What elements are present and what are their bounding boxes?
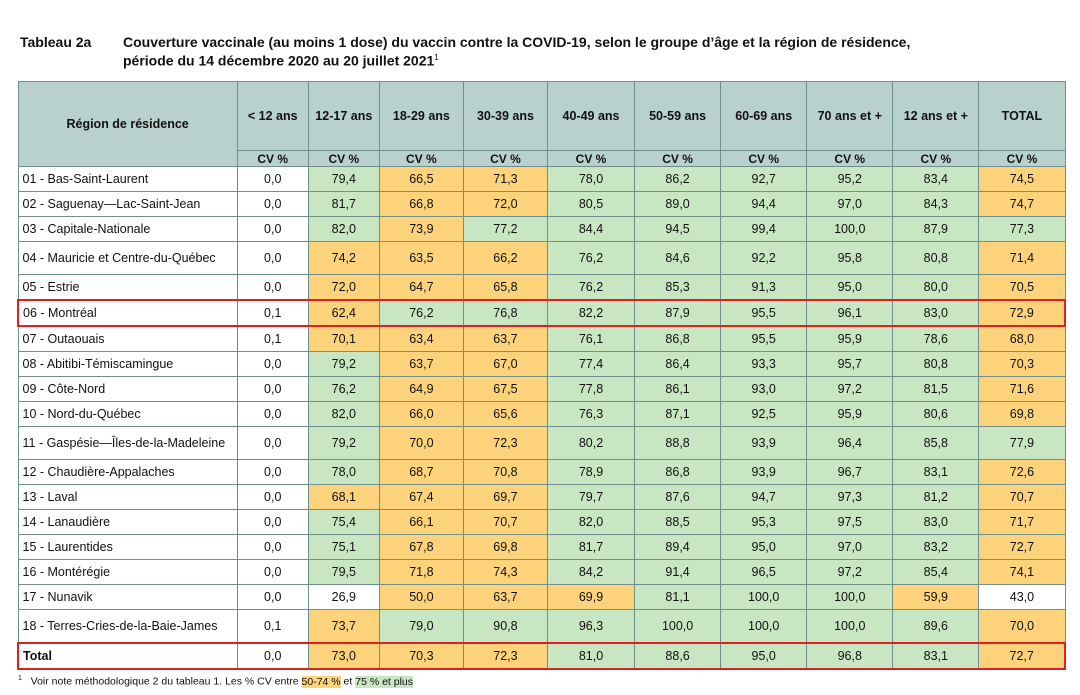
coverage-cell: 100,0 [635,610,721,644]
coverage-cell: 88,6 [635,643,721,669]
coverage-cell: 81,5 [893,377,979,402]
coverage-cell: 96,5 [721,560,807,585]
coverage-cell: 74,2 [308,242,379,275]
coverage-cell: 77,3 [979,217,1065,242]
coverage-cell: 71,3 [463,167,547,192]
coverage-cell: 76,1 [547,326,634,352]
coverage-cell: 0,1 [237,610,308,644]
coverage-cell: 66,0 [379,402,463,427]
coverage-cell: 69,8 [463,535,547,560]
coverage-cell: 83,2 [893,535,979,560]
col-header: 50-59 ans [635,82,721,151]
coverage-cell: 68,1 [308,485,379,510]
coverage-cell: 72,0 [463,192,547,217]
region-name: 15 - Laurentides [18,535,237,560]
coverage-cell: 63,7 [379,352,463,377]
coverage-cell: 96,3 [547,610,634,644]
coverage-cell: 70,3 [979,352,1065,377]
coverage-cell: 95,0 [721,643,807,669]
coverage-cell: 95,7 [807,352,893,377]
coverage-cell: 63,4 [379,326,463,352]
coverage-cell: 72,3 [463,643,547,669]
region-name: 18 - Terres-Cries-de-la-Baie-James [18,610,237,644]
coverage-cell: 67,0 [463,352,547,377]
region-name: 08 - Abitibi-Témiscamingue [18,352,237,377]
table-row [18,535,1065,560]
coverage-cell: 78,0 [547,167,634,192]
coverage-cell: 80,5 [547,192,634,217]
coverage-cell: 68,0 [979,326,1065,352]
coverage-cell: 91,3 [721,275,807,301]
coverage-cell: 92,5 [721,402,807,427]
coverage-cell: 70,0 [979,610,1065,644]
coverage-cell: 66,8 [379,192,463,217]
coverage-cell: 65,6 [463,402,547,427]
coverage-cell: 95,2 [807,167,893,192]
coverage-cell: 73,7 [308,610,379,644]
coverage-cell: 81,7 [308,192,379,217]
coverage-cell: 93,0 [721,377,807,402]
coverage-cell: 78,0 [308,460,379,485]
coverage-cell: 76,2 [547,275,634,301]
coverage-cell: 82,0 [308,217,379,242]
coverage-cell: 86,1 [635,377,721,402]
coverage-cell: 100,0 [807,610,893,644]
region-name: 06 - Montréal [18,300,237,326]
col-header: 18-29 ans [379,82,463,151]
coverage-cell: 66,1 [379,510,463,535]
coverage-cell: 85,3 [635,275,721,301]
coverage-cell: 0,0 [237,192,308,217]
coverage-cell: 83,1 [893,643,979,669]
coverage-cell: 0,0 [237,377,308,402]
coverage-cell: 100,0 [721,585,807,610]
coverage-cell: 96,7 [807,460,893,485]
coverage-cell: 81,7 [547,535,634,560]
coverage-cell: 77,4 [547,352,634,377]
coverage-cell: 79,2 [308,352,379,377]
coverage-cell: 68,7 [379,460,463,485]
unit-header: CV % [979,151,1065,167]
coverage-cell: 87,6 [635,485,721,510]
region-name: 04 - Mauricie et Centre-du-Québec [18,242,237,275]
coverage-cell: 94,4 [721,192,807,217]
coverage-cell: 80,8 [893,242,979,275]
coverage-cell: 89,6 [893,610,979,644]
coverage-cell: 87,9 [893,217,979,242]
coverage-cell: 95,0 [807,275,893,301]
coverage-cell: 82,0 [547,510,634,535]
coverage-cell: 74,5 [979,167,1065,192]
coverage-cell: 81,2 [893,485,979,510]
coverage-cell: 63,7 [463,326,547,352]
table-row [18,560,1065,585]
coverage-cell: 93,9 [721,427,807,460]
region-name: 03 - Capitale-Nationale [18,217,237,242]
coverage-cell: 86,2 [635,167,721,192]
coverage-cell: 79,5 [308,560,379,585]
coverage-cell: 95,9 [807,402,893,427]
table-row [18,460,1065,485]
coverage-table [17,81,1066,670]
coverage-cell: 70,7 [979,485,1065,510]
table-row [18,352,1065,377]
coverage-cell: 96,1 [807,300,893,326]
coverage-cell: 78,9 [547,460,634,485]
coverage-cell: 97,2 [807,377,893,402]
coverage-cell: 93,3 [721,352,807,377]
table-row [18,377,1065,402]
unit-header: CV % [721,151,807,167]
region-name: 01 - Bas-Saint-Laurent [18,167,237,192]
coverage-cell: 72,0 [308,275,379,301]
coverage-cell: 72,3 [463,427,547,460]
table-row [18,242,1065,275]
coverage-cell: 100,0 [807,585,893,610]
col-header: 60-69 ans [721,82,807,151]
coverage-cell: 71,6 [979,377,1065,402]
coverage-cell: 84,2 [547,560,634,585]
coverage-cell: 97,3 [807,485,893,510]
footnote-text: Voir note méthodologique 2 du tableau 1. Les % CV entre [30,675,302,688]
coverage-cell: 0,0 [237,560,308,585]
coverage-cell: 97,5 [807,510,893,535]
coverage-cell: 0,0 [237,167,308,192]
col-header: 40-49 ans [547,82,634,151]
coverage-cell: 69,8 [979,402,1065,427]
table-row [18,610,1065,644]
coverage-cell: 83,0 [893,510,979,535]
coverage-cell: 92,7 [721,167,807,192]
table-row [18,192,1065,217]
table-row [18,167,1065,192]
coverage-cell: 70,7 [463,510,547,535]
coverage-cell: 92,2 [721,242,807,275]
coverage-cell: 0,1 [237,326,308,352]
coverage-cell: 70,3 [379,643,463,669]
coverage-cell: 86,8 [635,326,721,352]
region-name: 02 - Saguenay—Lac-Saint-Jean [18,192,237,217]
coverage-cell: 84,4 [547,217,634,242]
coverage-cell: 72,7 [979,643,1065,669]
footnote-middle: et [340,675,356,688]
coverage-cell: 80,8 [893,352,979,377]
coverage-cell: 79,0 [379,610,463,644]
coverage-cell: 0,0 [237,217,308,242]
coverage-cell: 84,6 [635,242,721,275]
table-row [18,485,1065,510]
coverage-cell: 77,2 [463,217,547,242]
coverage-cell: 74,1 [979,560,1065,585]
coverage-cell: 0,0 [237,427,308,460]
table-row [18,326,1065,352]
coverage-cell: 86,8 [635,460,721,485]
coverage-cell: 81,0 [547,643,634,669]
coverage-cell: 71,4 [979,242,1065,275]
coverage-cell: 88,5 [635,510,721,535]
footnote-yellow-legend: 50-74 % [301,675,341,688]
coverage-cell: 90,8 [463,610,547,644]
coverage-cell: 0,1 [237,300,308,326]
coverage-cell: 94,7 [721,485,807,510]
coverage-cell: 95,5 [721,300,807,326]
coverage-cell: 96,8 [807,643,893,669]
coverage-cell: 67,8 [379,535,463,560]
coverage-cell: 72,9 [979,300,1065,326]
unit-header: CV % [635,151,721,167]
table-body [18,167,1065,670]
coverage-cell: 70,1 [308,326,379,352]
header-row [18,82,1065,151]
coverage-cell: 63,7 [463,585,547,610]
coverage-cell: 86,4 [635,352,721,377]
coverage-cell: 71,7 [979,510,1065,535]
table-title [123,34,1063,69]
region-name: 09 - Côte-Nord [18,377,237,402]
col-header: TOTAL [979,82,1065,151]
coverage-cell: 0,0 [237,535,308,560]
coverage-cell: 70,8 [463,460,547,485]
coverage-cell: 73,0 [308,643,379,669]
region-name: Total [18,643,237,669]
col-header: 12 ans et + [893,82,979,151]
coverage-cell: 79,2 [308,427,379,460]
table-row [18,300,1065,326]
coverage-cell: 0,0 [237,242,308,275]
coverage-cell: 0,0 [237,275,308,301]
coverage-cell: 77,9 [979,427,1065,460]
region-name: 12 - Chaudière-Appalaches [18,460,237,485]
region-name: 11 - Gaspésie—Îles-de-la-Madeleine [18,427,237,460]
coverage-cell: 0,0 [237,402,308,427]
region-name: 07 - Outaouais [18,326,237,352]
col-header: 30-39 ans [463,82,547,151]
coverage-cell: 83,4 [893,167,979,192]
coverage-cell: 66,5 [379,167,463,192]
footnote-marker: 1 [18,675,22,682]
coverage-cell: 78,6 [893,326,979,352]
coverage-cell: 76,2 [308,377,379,402]
coverage-cell: 82,0 [308,402,379,427]
footnote [18,675,413,688]
col-header: < 12 ans [237,82,308,151]
coverage-cell: 76,8 [463,300,547,326]
coverage-cell: 82,2 [547,300,634,326]
footnote-green-legend: 75 % et plus [355,675,414,688]
region-name: 16 - Montérégie [18,560,237,585]
coverage-cell: 99,4 [721,217,807,242]
col-header: 12-17 ans [308,82,379,151]
coverage-cell: 0,0 [237,510,308,535]
coverage-cell: 88,8 [635,427,721,460]
coverage-cell: 67,4 [379,485,463,510]
coverage-cell: 77,8 [547,377,634,402]
coverage-cell: 95,5 [721,326,807,352]
coverage-cell: 87,9 [635,300,721,326]
coverage-cell: 95,9 [807,326,893,352]
coverage-cell: 69,7 [463,485,547,510]
coverage-cell: 94,5 [635,217,721,242]
table-row [18,510,1065,535]
coverage-cell: 0,0 [237,352,308,377]
coverage-cell: 91,4 [635,560,721,585]
coverage-cell: 76,2 [379,300,463,326]
coverage-cell: 97,0 [807,535,893,560]
coverage-cell: 62,4 [308,300,379,326]
unit-header: CV % [379,151,463,167]
coverage-cell: 71,8 [379,560,463,585]
coverage-cell: 63,5 [379,242,463,275]
coverage-cell: 85,8 [893,427,979,460]
coverage-cell: 95,8 [807,242,893,275]
table-row [18,402,1065,427]
coverage-cell: 89,4 [635,535,721,560]
coverage-cell: 0,0 [237,585,308,610]
unit-header: CV % [237,151,308,167]
title-line-1: Couverture vaccinale (au moins 1 dose) du vaccin contre la COVID-19, selon le groupe d’âge et la région de résidence, [123,34,911,50]
coverage-cell: 74,3 [463,560,547,585]
table-label: Tableau 2a [20,34,92,50]
coverage-cell: 64,7 [379,275,463,301]
coverage-cell: 0,0 [237,485,308,510]
coverage-cell: 72,7 [979,535,1065,560]
coverage-cell: 79,7 [547,485,634,510]
unit-header: CV % [547,151,634,167]
coverage-cell: 75,4 [308,510,379,535]
col-header-region: Région de résidence [18,82,237,167]
coverage-cell: 80,6 [893,402,979,427]
coverage-cell: 70,0 [379,427,463,460]
region-name: 14 - Lanaudière [18,510,237,535]
unit-header: CV % [308,151,379,167]
coverage-cell: 84,3 [893,192,979,217]
coverage-cell: 69,9 [547,585,634,610]
coverage-cell: 89,0 [635,192,721,217]
coverage-cell: 79,4 [308,167,379,192]
coverage-cell: 0,0 [237,643,308,669]
coverage-cell: 80,2 [547,427,634,460]
region-name: 13 - Laval [18,485,237,510]
coverage-cell: 70,5 [979,275,1065,301]
coverage-cell: 97,0 [807,192,893,217]
coverage-cell: 83,0 [893,300,979,326]
table-row [18,275,1065,301]
coverage-cell: 74,7 [979,192,1065,217]
coverage-cell: 64,9 [379,377,463,402]
title-line-2-text: période du 14 décembre 2020 au 20 juillet 2021 [123,52,435,69]
coverage-cell: 96,4 [807,427,893,460]
coverage-cell: 0,0 [237,460,308,485]
title-line-2 [123,50,1063,69]
coverage-cell: 85,4 [893,560,979,585]
coverage-cell: 93,9 [721,460,807,485]
coverage-cell: 87,1 [635,402,721,427]
coverage-cell: 66,2 [463,242,547,275]
coverage-cell: 95,3 [721,510,807,535]
coverage-cell: 97,2 [807,560,893,585]
unit-header: CV % [893,151,979,167]
coverage-cell: 43,0 [979,585,1065,610]
coverage-cell: 67,5 [463,377,547,402]
table-row [18,217,1065,242]
table-row [18,585,1065,610]
region-name: 10 - Nord-du-Québec [18,402,237,427]
region-name: 17 - Nunavik [18,585,237,610]
unit-header: CV % [463,151,547,167]
coverage-cell: 75,1 [308,535,379,560]
coverage-cell: 59,9 [893,585,979,610]
coverage-cell: 76,3 [547,402,634,427]
coverage-cell: 95,0 [721,535,807,560]
table-row [18,427,1065,460]
coverage-cell: 72,6 [979,460,1065,485]
coverage-cell: 100,0 [721,610,807,644]
title-footnote-ref: 1 [434,53,439,62]
coverage-cell: 65,8 [463,275,547,301]
coverage-cell: 73,9 [379,217,463,242]
region-name: 05 - Estrie [18,275,237,301]
total-row [18,643,1065,669]
unit-header: CV % [807,151,893,167]
col-header: 70 ans et + [807,82,893,151]
coverage-cell: 81,1 [635,585,721,610]
coverage-cell: 50,0 [379,585,463,610]
coverage-cell: 100,0 [807,217,893,242]
coverage-cell: 80,0 [893,275,979,301]
coverage-cell: 83,1 [893,460,979,485]
coverage-cell: 26,9 [308,585,379,610]
coverage-cell: 76,2 [547,242,634,275]
